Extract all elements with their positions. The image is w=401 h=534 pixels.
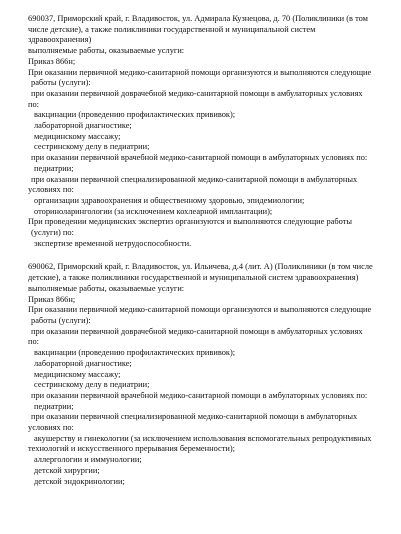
document-line: по: xyxy=(28,99,39,109)
document-line: экспертизе временной нетрудоспособности. xyxy=(34,238,192,248)
document-line: работы (услуги): xyxy=(31,78,91,88)
document-line: детские), а также поликлиники государственной и муниципальной систем здравоохранения) xyxy=(28,273,359,283)
document-line: вакцинации (проведению профилактических прививок); xyxy=(34,110,236,120)
license-address-block xyxy=(28,14,373,249)
document-line: При проведении медицинских экспертиз организуются и выполняются следующие работы xyxy=(28,217,352,227)
document-line: сестринскому делу в педиатрии; xyxy=(34,380,150,390)
document-line: При оказании первичной медико-санитарной помощи организуются и выполняются следующие xyxy=(28,305,372,315)
document-line: детской хирургии; xyxy=(34,465,100,475)
document-line: при оказании первичной специализированной медико-санитарной помощи в амбулаторных xyxy=(31,174,358,184)
document-line: 690062, Приморский край, г. Владивосток, ул. Ильичева, д.4 (лит. А) (Поликлиники (в том числе xyxy=(28,262,373,272)
document-line: медицинскому массажу; xyxy=(34,131,121,141)
document-line: педиатрии; xyxy=(34,401,74,411)
document-line: аллергологии и иммунологии; xyxy=(34,455,142,465)
document-line: условиях по: xyxy=(28,423,74,433)
document-line: Приказ 866н; xyxy=(28,56,76,66)
document-body xyxy=(28,14,373,487)
document-line: условиях по: xyxy=(28,185,74,195)
document-line: технологий и искусственного прерывания беременности); xyxy=(28,444,235,454)
document-line: при оказании первичной доврачебной медико-санитарной помощи в амбулаторных условиях xyxy=(31,88,363,98)
document-line: при оказании первичной доврачебной медико-санитарной помощи в амбулаторных условиях xyxy=(31,326,363,336)
document-line: 690037, Приморский край, г. Владивосток, ул. Адмирала Кузнецова, д. 70 (Поликлиники (в том xyxy=(28,14,368,23)
document-line: организации здравоохранения и общественному здоровью, эпидемиологии; xyxy=(34,195,305,205)
document-line: оториноларингологии (за исключением кохлеарной имплантации); xyxy=(34,206,273,216)
document-line: числе детские), а также поликлиники государственной и муниципальной систем xyxy=(28,24,316,34)
document-line: акушерству и гинекологии (за исключением использования вспомогательных репродуктивных xyxy=(34,433,372,443)
document-line: при оказании первичной врачебной медико-санитарной помощи в амбулаторных условиях по: xyxy=(31,390,368,400)
document-line: здравоохранения) xyxy=(28,35,92,45)
document-line: При оказании первичной медико-санитарной помощи организуются и выполняются следующие xyxy=(28,67,372,77)
document-line: детской эндокринологии; xyxy=(34,476,125,486)
document-line: педиатрии; xyxy=(34,163,74,173)
document-line: при оказании первичной врачебной медико-санитарной помощи в амбулаторных условиях по: xyxy=(31,153,368,163)
document-line: выполняемые работы, оказываемые услуги: xyxy=(28,46,185,56)
document-line: по: xyxy=(28,337,39,347)
document-line: вакцинации (проведению профилактических прививок); xyxy=(34,348,236,358)
document-line: выполняемые работы, оказываемые услуги: xyxy=(28,283,185,293)
document-line: сестринскому делу в педиатрии; xyxy=(34,142,150,152)
document-line: медицинскому массажу; xyxy=(34,369,121,379)
document-line: при оказании первичной специализированной медико-санитарной помощи в амбулаторных xyxy=(31,412,358,422)
document-line: Приказ 866н; xyxy=(28,294,76,304)
document-line: работы (услуги): xyxy=(31,315,91,325)
document-line: лабораторной диагностике; xyxy=(34,121,132,131)
document-line: лабораторной диагностике; xyxy=(34,358,132,368)
license-address-block xyxy=(28,262,373,487)
document-line: (услуги) по: xyxy=(31,228,74,238)
